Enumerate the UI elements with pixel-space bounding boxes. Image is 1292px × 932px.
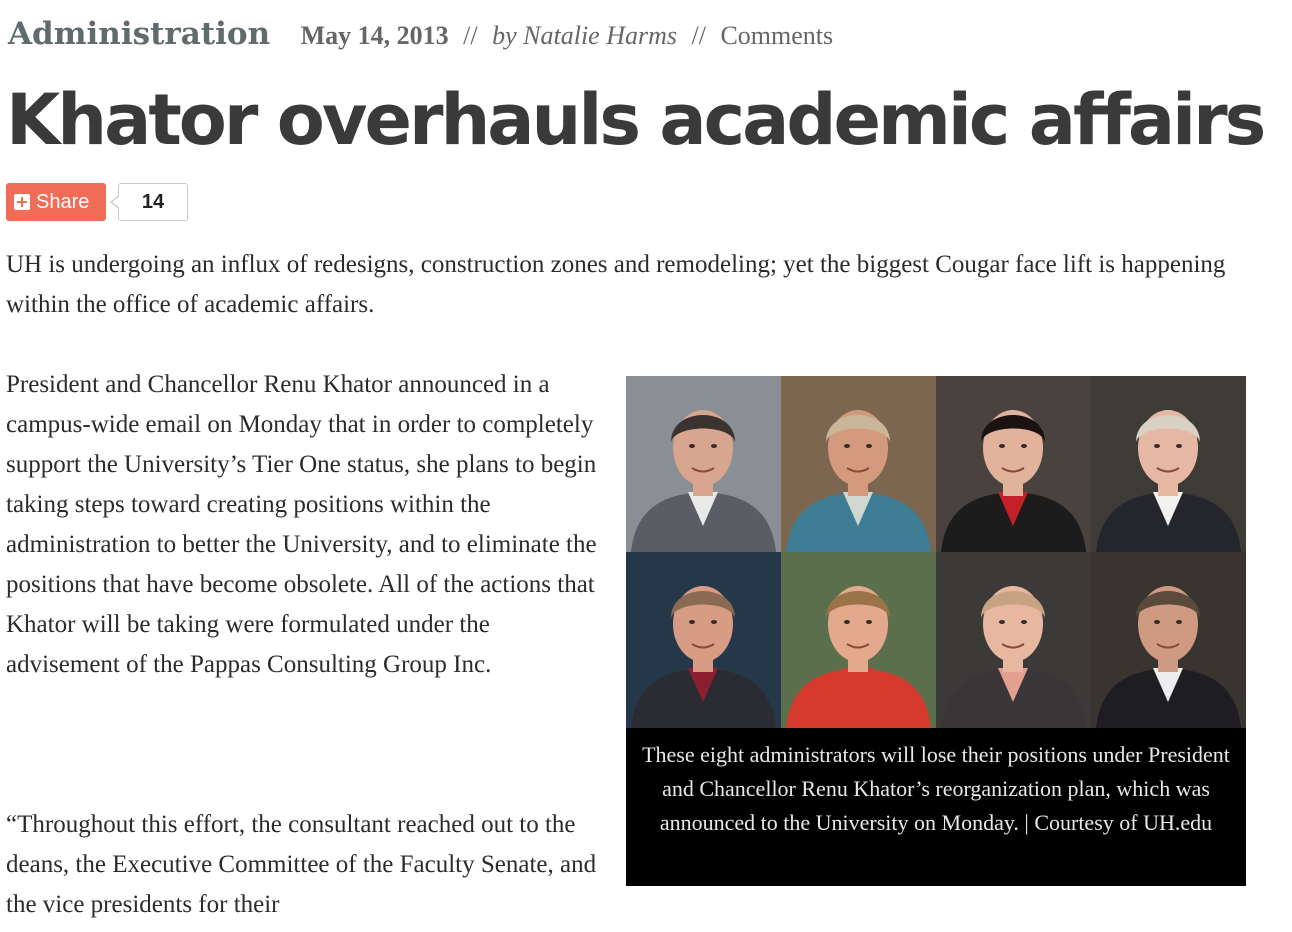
administrator-portrait (1091, 552, 1246, 728)
meta-separator: // (463, 21, 478, 50)
article-paragraph: UH is undergoing an influx of redesigns, construction zones and remodeling; yet the biggest Cougar face lift is happening within the office of academic affairs. (6, 251, 1226, 318)
administrator-portrait (781, 376, 936, 552)
comments-link[interactable]: Comments (720, 21, 834, 50)
share-count: 14 (118, 183, 188, 221)
article-title: Khator overhauls academic affairs (6, 79, 1264, 161)
category-link[interactable]: Administration (8, 16, 271, 52)
administrator-portrait (626, 552, 781, 728)
meta-separator: // (691, 21, 706, 50)
article-paragraph: President and Chancellor Renu Khator announced in a campus-wide email on Monday that in order to completely support the University’s Tier One status, she plans to begin taking steps toward creating positions within the administration to better the University, and to eliminate the positions that have become obsolete. All of the actions that Khator will be taking were formulated under the advisement of the Pappas Consulting Group Inc. (6, 371, 597, 678)
administrator-portrait (781, 552, 936, 728)
article-meta (8, 16, 833, 52)
administrator-portrait (936, 552, 1091, 728)
article-author[interactable]: by Natalie Harms (492, 21, 678, 50)
figure-caption: These eight administrators will lose their positions under President and Chancellor Renu Khator’s reorganization plan, which was announced to the University on Monday. | Courtesy of UH.edu (642, 742, 1230, 835)
administrator-portrait (1091, 376, 1246, 552)
administrator-portrait (936, 376, 1091, 552)
share-label: Share (36, 190, 90, 213)
share-button[interactable] (6, 183, 106, 221)
plus-icon (14, 194, 30, 210)
article-date: May 14, 2013 (300, 21, 449, 50)
article-paragraph: “Throughout this effort, the consultant reached out to the deans, the Executive Committee of the Faculty Senate, and the vice presidents for their (6, 811, 597, 918)
article-figure (626, 376, 1246, 886)
administrator-photo-grid[interactable] (626, 376, 1246, 728)
administrator-portrait (626, 376, 781, 552)
